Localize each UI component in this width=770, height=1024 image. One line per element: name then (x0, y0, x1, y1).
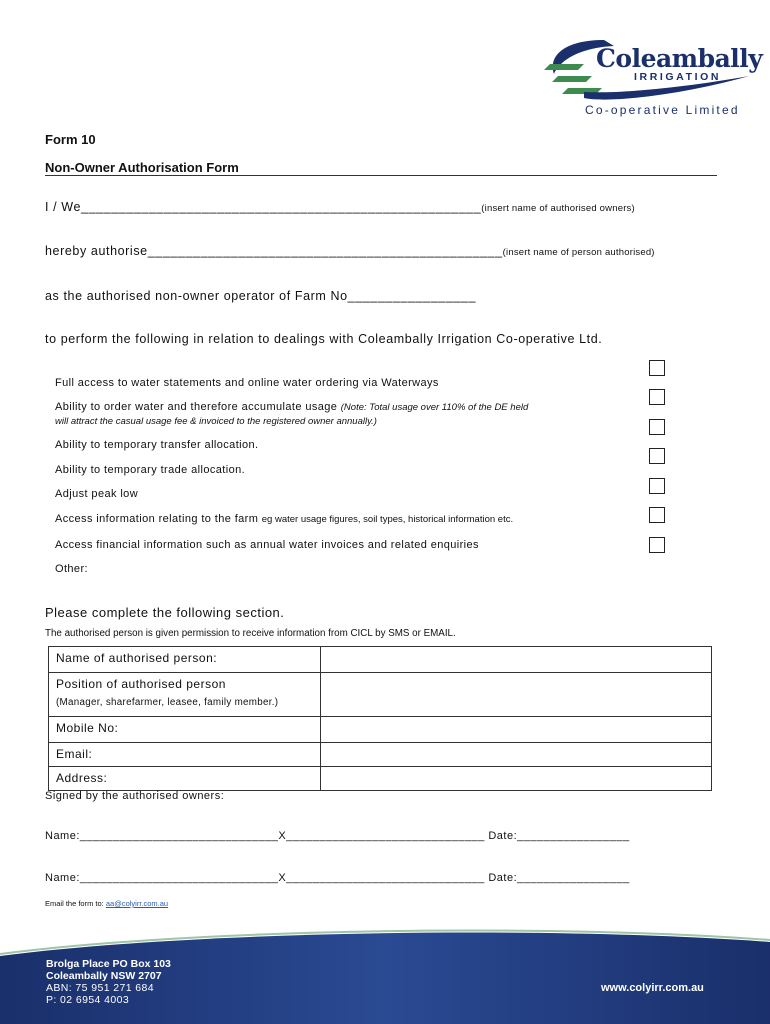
checkbox-transfer-allocation[interactable] (649, 419, 665, 435)
checkbox-adjust-peak[interactable] (649, 478, 665, 494)
signed-by-heading: Signed by the authorised owners: (45, 790, 225, 802)
title-divider (45, 175, 717, 176)
option-financial-information: Access financial information such as annual water invoices and related enquiries (55, 539, 479, 551)
table-row (49, 717, 712, 743)
position-label-cell (49, 673, 321, 717)
position-label: Position of authorised person (56, 677, 226, 691)
option-trade-allocation: Ability to temporary trade allocation. (55, 464, 246, 476)
checkbox-farm-information[interactable] (649, 507, 665, 523)
signature-line-1[interactable]: Name:______________________________X______________________________ Date:_________________ (45, 830, 630, 842)
company-tagline: Co-operative Limited (585, 103, 740, 117)
option-farm-information (55, 513, 513, 525)
address-label: Address: (49, 767, 321, 791)
authorised-person-details-table (48, 646, 712, 791)
checkbox-trade-allocation[interactable] (649, 448, 665, 464)
address-field[interactable] (321, 767, 712, 791)
position-sublabel: (Manager, sharefarmer, leasee, family member.) (56, 697, 279, 708)
mobile-label: Mobile No: (49, 717, 321, 743)
option-order-water-note-cont: will attract the casual usage fee & invoiced to the registered owner annually.) (55, 416, 377, 427)
option-full-access: Full access to water statements and online water ordering via Waterways (55, 377, 439, 389)
details-section-subtext: The authorised person is given permission to receive information from CICL by SMS or EMAIL. (45, 628, 456, 639)
owners-name-line[interactable] (45, 200, 635, 214)
authorised-person-hint: (insert name of person authorised) (502, 247, 655, 258)
footer-address-line2: Coleambally NSW 2707 (46, 970, 162, 982)
option-order-water-label: Ability to order water and therefore accumulate usage (55, 401, 338, 413)
table-row (49, 647, 712, 673)
form-title: Non-Owner Authorisation Form (45, 160, 239, 175)
option-adjust-peak: Adjust peak low (55, 488, 139, 500)
option-other: Other: (55, 563, 88, 575)
table-row (49, 673, 712, 717)
logo-wordmark: Coleambally (596, 44, 763, 73)
logo-subtitle: IRRIGATION (634, 71, 722, 83)
footer-phone: P: 02 6954 4003 (46, 994, 130, 1006)
option-order-water-note: (Note: Total usage over 110% of the DE held (340, 402, 529, 413)
footer-contact (46, 958, 171, 1006)
footer-website[interactable]: www.colyirr.com.au (601, 982, 704, 994)
mobile-field[interactable] (321, 717, 712, 743)
option-farm-information-detail: eg water usage figures, soil types, historical information etc. (261, 514, 514, 525)
email-label: Email: (49, 743, 321, 767)
email-link[interactable]: aa@colyirr.com.au (105, 899, 169, 908)
checkbox-order-water[interactable] (649, 389, 665, 405)
option-farm-information-label: Access information relating to the farm (55, 513, 259, 525)
farm-number-line[interactable]: as the authorised non-owner operator of Farm No_________________ (45, 289, 477, 303)
table-row (49, 743, 712, 767)
option-transfer-allocation: Ability to temporary transfer allocation. (55, 439, 259, 451)
option-order-water (55, 401, 528, 413)
email-instruction (45, 899, 168, 908)
authorised-person-line[interactable] (45, 244, 655, 258)
checkbox-full-access[interactable] (649, 360, 665, 376)
owners-name-hint: (insert name of authorised owners) (481, 203, 635, 214)
table-row (49, 767, 712, 791)
form-number: Form 10 (45, 132, 96, 147)
footer-abn: ABN: 75 951 271 684 (46, 982, 155, 994)
perform-statement: to perform the following in relation to dealings with Coleambally Irrigation Co-operative Ltd. (45, 332, 603, 346)
name-label: Name of authorised person: (49, 647, 321, 673)
authorised-person-text: hereby authorise_______________________________________________ (45, 244, 503, 258)
checkbox-financial-information[interactable] (649, 537, 665, 553)
footer-address-line1: Brolga Place PO Box 103 (46, 958, 171, 970)
email-field[interactable] (321, 743, 712, 767)
email-instruction-text: Email the form to: (45, 899, 104, 908)
owners-name-text: I / We_____________________________________________________ (45, 200, 482, 214)
signature-line-2[interactable]: Name:______________________________X______________________________ Date:_________________ (45, 872, 630, 884)
position-field[interactable] (321, 673, 712, 717)
name-field[interactable] (321, 647, 712, 673)
details-section-heading: Please complete the following section. (45, 605, 285, 620)
